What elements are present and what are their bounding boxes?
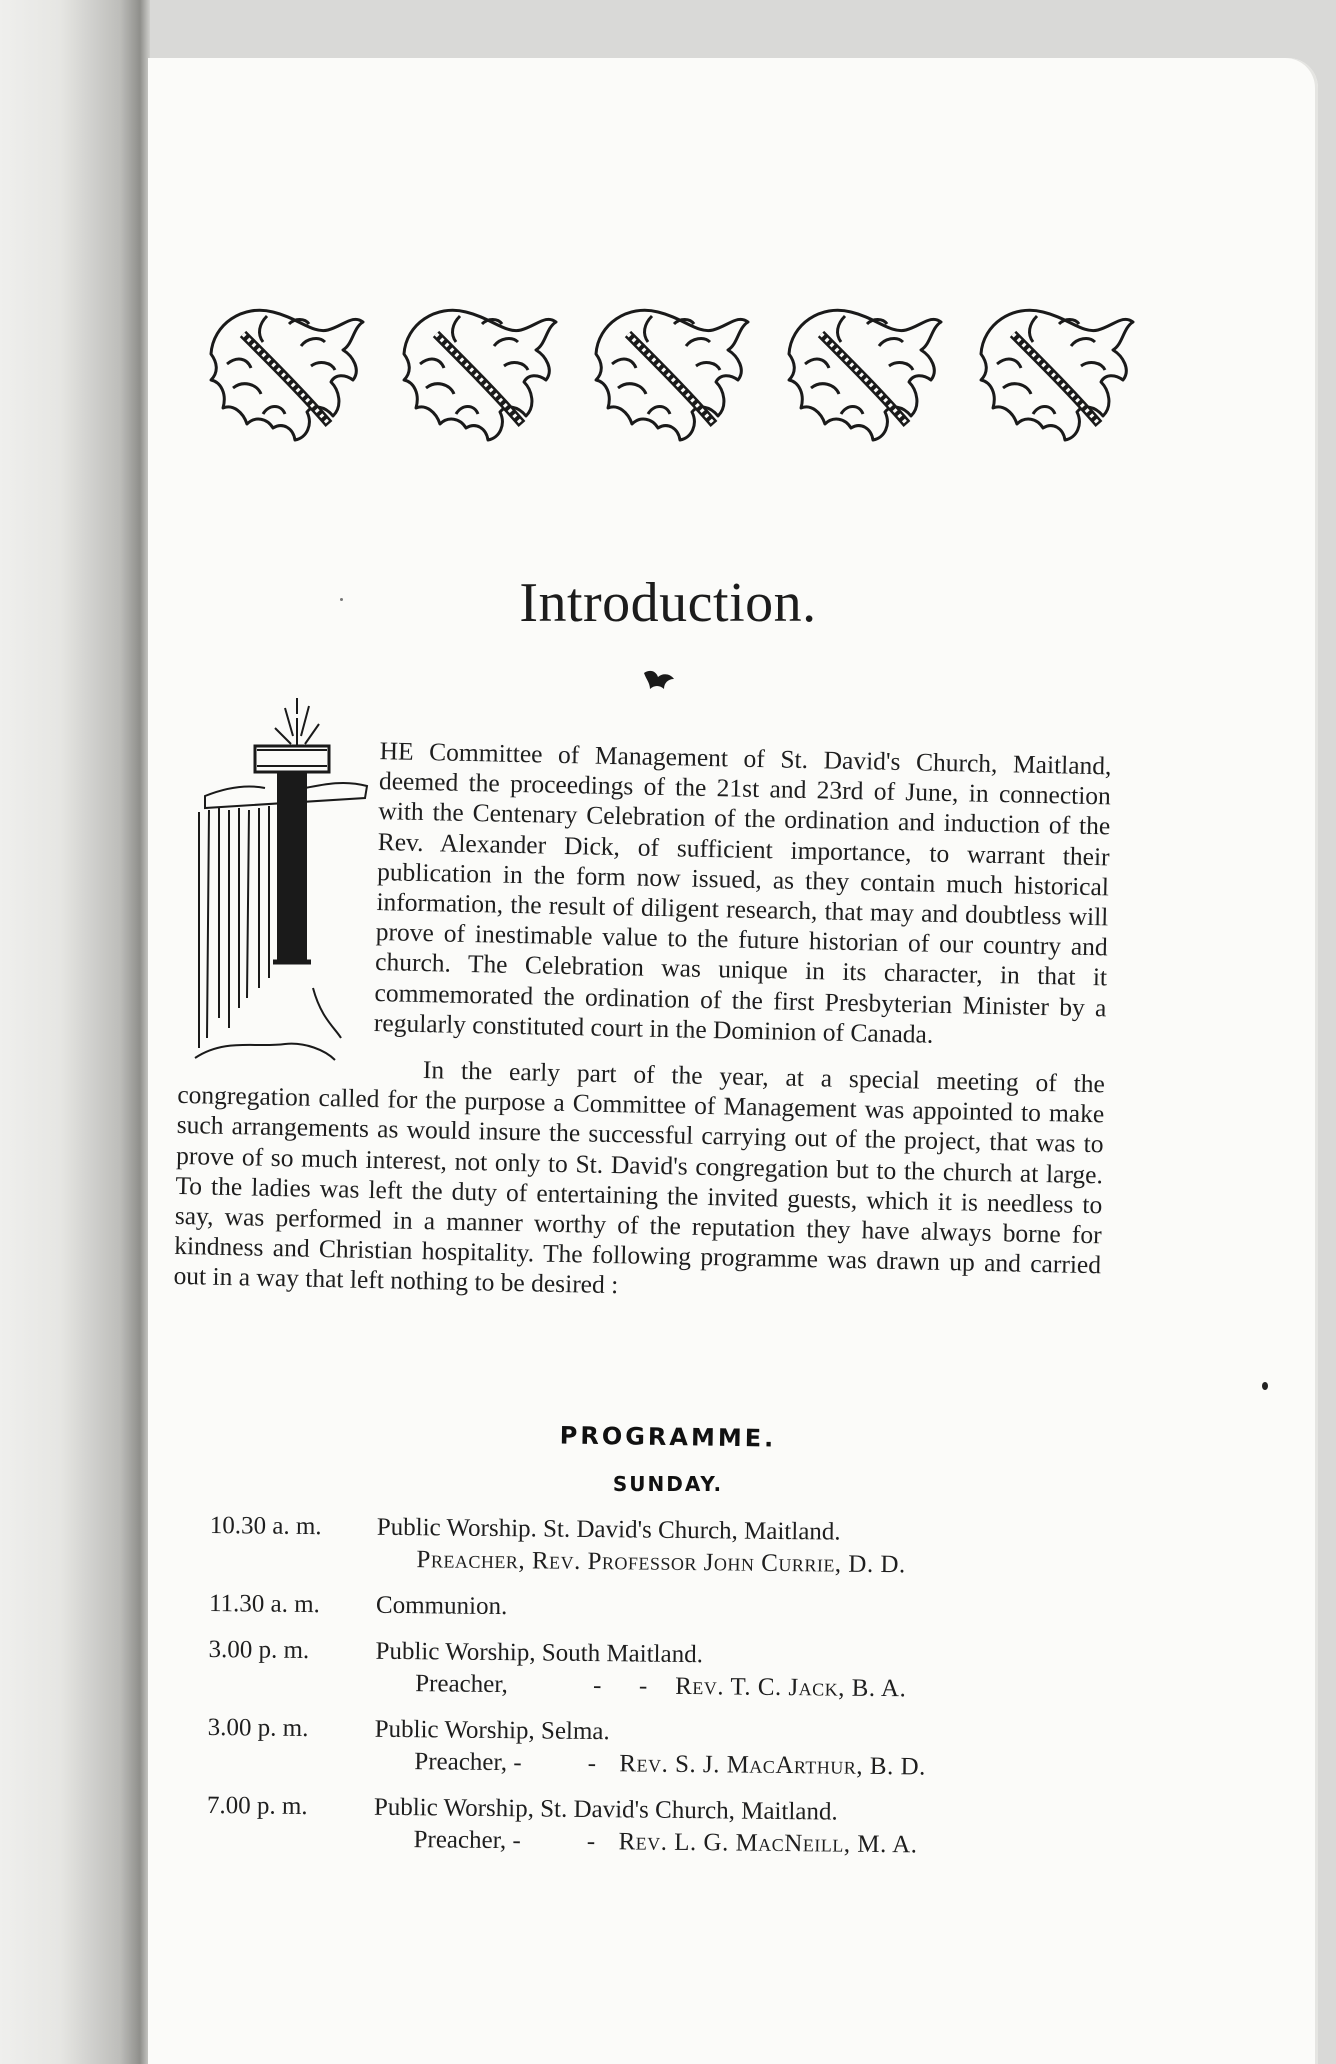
entry-preacher: Preacher, Rev. Professor John Currie, D. D. bbox=[416, 1546, 906, 1579]
schedule-entry bbox=[208, 1634, 1069, 1707]
schedule-entry bbox=[209, 1588, 1069, 1629]
dash-leader: - bbox=[586, 1827, 596, 1856]
preacher-name: Rev. S. J. MacArthur, B. D. bbox=[619, 1750, 926, 1781]
entry-time: 10.30 a. m. bbox=[209, 1511, 322, 1541]
preacher-label: Preacher, - bbox=[414, 1748, 522, 1777]
entry-event: Public Worship, Selma. bbox=[374, 1715, 610, 1746]
preacher-label: Preacher, - bbox=[413, 1826, 521, 1855]
preacher-label: Preacher, bbox=[415, 1670, 509, 1699]
introduction-text bbox=[173, 732, 1112, 1311]
programme-schedule bbox=[206, 1510, 1070, 1877]
book-spine bbox=[0, 0, 150, 2064]
leaf-ornament-icon bbox=[396, 294, 562, 446]
paper-speck bbox=[340, 598, 343, 601]
paper-speck bbox=[1262, 1382, 1268, 1390]
entry-event: Public Worship. St. David's Church, Maitland. bbox=[376, 1513, 841, 1546]
dash-leader: - bbox=[587, 1749, 597, 1778]
schedule-entry bbox=[209, 1510, 1070, 1583]
entry-event: Public Worship, South Maitland. bbox=[375, 1637, 704, 1669]
leaf-ornament-icon bbox=[588, 294, 754, 446]
preacher-name: Rev. L. G. MacNeill, M. A. bbox=[618, 1828, 918, 1859]
schedule-entry bbox=[206, 1790, 1067, 1863]
leaf-ornament-band bbox=[203, 294, 1139, 446]
entry-event: Public Worship, St. David's Church, Maitland. bbox=[373, 1793, 838, 1826]
dash-leader: - - bbox=[592, 1672, 648, 1700]
preacher-name: Rev. T. C. Jack, B. A. bbox=[675, 1672, 907, 1703]
day-heading: SUNDAY. bbox=[612, 1472, 724, 1496]
intro-paragraph-2: In the early part of the year, at a special meeting of the congregation called for the purpose a Committee of Management was appointed to make such arrangements as would insure the successful carrying out of the project, that was to prove of so much interest, not only to St. David's congregation but to the church at large. To the ladies was left the duty of entertaining the invited guests, which it is needless to say, was performed in a manner worthy of the reputation they have always borne for kindness and Christian hospitality. The following programme was drawn up and carried out in a way that left nothing to be desired : bbox=[173, 1055, 1106, 1300]
leaf-ornament-icon bbox=[781, 294, 947, 446]
entry-event: Communion. bbox=[375, 1591, 508, 1621]
entry-time: 7.00 p. m. bbox=[206, 1791, 308, 1821]
entry-time: 3.00 p. m. bbox=[208, 1635, 310, 1665]
intro-paragraph-1 bbox=[179, 732, 1112, 1053]
entry-time: 3.00 p. m. bbox=[207, 1713, 309, 1743]
fleuron-icon bbox=[640, 665, 680, 695]
schedule-entry bbox=[207, 1712, 1068, 1785]
page-title: Introduction. bbox=[519, 572, 817, 634]
programme-heading: PROGRAMME. bbox=[559, 1421, 777, 1453]
intro-paragraph-1-text: HE Committee of Management of St. David's Church, Maitland, deemed the proceedings of the 21st and 23rd of June, in connection with the Centenary Celebration of the ordination and induction of the Rev. Alexander Dick, of sufficient importance, to warrant their publication in the form now issued, as they contain much historical information, the result of diligent research, that may and doubtless will prove of inestimable value to the future historian of our country and church. The Celebration was unique in its character, in that it commemorated the ordination of the first Presbyterian Minister by a regularly constituted court in the Dominion of Canada. bbox=[373, 736, 1112, 1049]
entry-time: 11.30 a. m. bbox=[208, 1589, 321, 1619]
leaf-ornament-icon bbox=[203, 294, 369, 446]
leaf-ornament-icon bbox=[973, 294, 1139, 446]
